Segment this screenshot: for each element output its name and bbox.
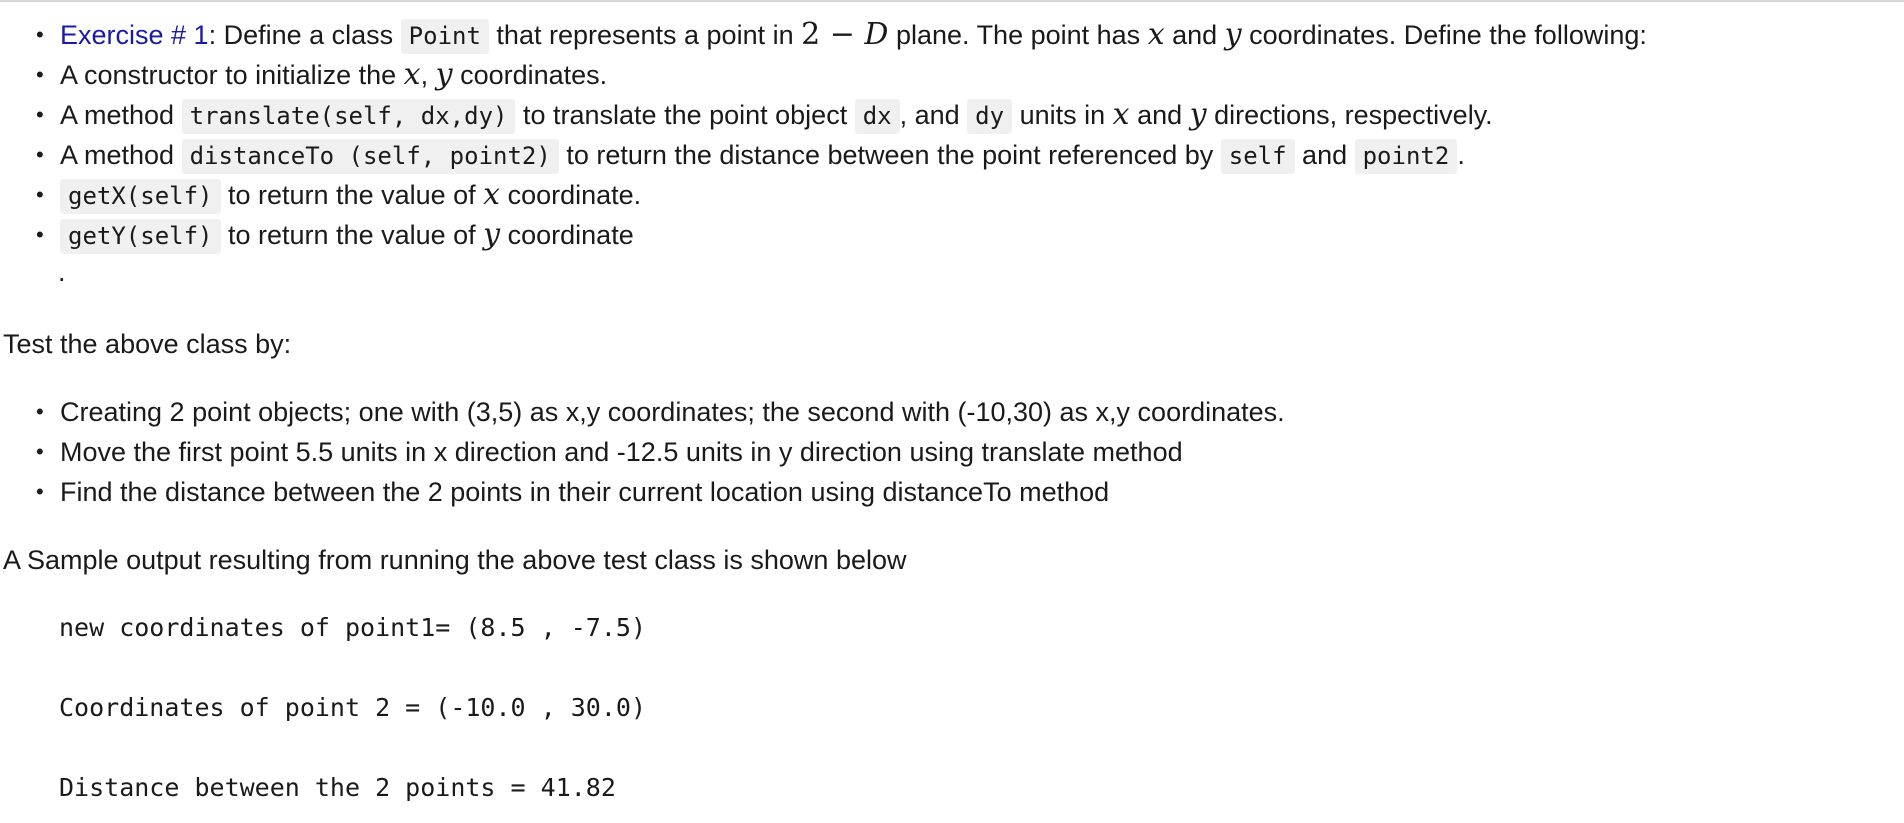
text: coordinates. Define the following: — [1241, 20, 1647, 50]
math-x: x — [403, 57, 421, 92]
list-item-gety — [36, 215, 634, 255]
math-two: 2 — [801, 17, 821, 52]
test-item-text: Find the distance between the 2 points in their current location using distanceTo method — [60, 477, 1110, 507]
list-item-distance — [36, 135, 1465, 175]
bullet-icon: • — [36, 142, 44, 167]
list-item-exercise — [36, 15, 1647, 55]
text: and — [1294, 140, 1355, 170]
bullet-icon: • — [36, 439, 44, 464]
text: A method — [60, 140, 182, 170]
text: that represents a point in — [488, 20, 802, 50]
text: and — [1129, 100, 1190, 130]
code-dx: dx — [855, 99, 900, 134]
sample-output-line: Coordinates of point 2 = (-10.0 , 30.0) — [59, 693, 646, 722]
text: coordinate. — [500, 180, 642, 210]
test-item — [36, 472, 1110, 512]
code-getx: getX(self) — [60, 179, 221, 214]
bullet-icon: • — [36, 182, 44, 207]
text: directions, respectively. — [1206, 100, 1493, 130]
list-item-translate — [36, 95, 1493, 135]
text: plane. The point has — [888, 20, 1148, 50]
bullet-icon: • — [36, 62, 44, 87]
code-point2: point2 — [1355, 139, 1458, 174]
text: to return the value of — [220, 180, 484, 210]
text: , — [420, 60, 436, 90]
exercise-link[interactable]: Exercise # 1 — [60, 20, 209, 50]
text: A method — [60, 100, 182, 130]
code-dy: dy — [967, 99, 1012, 134]
text: , and — [899, 100, 968, 130]
math-y: y — [1189, 97, 1207, 132]
text: to return the distance between the point referenced by — [558, 140, 1221, 170]
text: and — [1164, 20, 1225, 50]
bullet-icon: • — [36, 479, 44, 504]
math-x: x — [483, 177, 501, 212]
code-point: Point — [401, 19, 489, 54]
math-x: x — [1112, 97, 1130, 132]
text: to translate the point object — [515, 100, 855, 130]
sample-output-line: new coordinates of point1= (8.5 , -7.5) — [59, 613, 646, 642]
code-self: self — [1221, 139, 1295, 174]
list-item-getx — [36, 175, 642, 215]
bullet-icon: • — [36, 102, 44, 127]
list-item-constructor — [36, 55, 608, 95]
text: to return the value of — [220, 220, 484, 250]
math-minus: − — [820, 17, 865, 52]
sample-output-line: Distance between the 2 points = 41.82 — [59, 773, 616, 802]
sample-heading: A Sample output resulting from running the above test class is shown below — [3, 545, 907, 575]
text: : Define a class — [208, 20, 401, 50]
trailing-dot: . — [58, 257, 66, 287]
text: . — [1457, 140, 1465, 170]
math-x: x — [1147, 17, 1165, 52]
math-y: y — [1224, 17, 1242, 52]
bullet-icon: • — [36, 22, 44, 47]
code-distanceto: distanceTo (self, point2) — [182, 139, 559, 174]
text: A constructor to initialize the — [60, 60, 404, 90]
test-heading: Test the above class by: — [3, 329, 292, 359]
test-item — [36, 432, 1183, 472]
code-gety: getY(self) — [60, 219, 221, 254]
math-y: y — [435, 57, 453, 92]
text: coordinates. — [452, 60, 608, 90]
top-divider — [0, 0, 1904, 2]
bullet-icon: • — [36, 399, 44, 424]
math-y: y — [483, 217, 501, 252]
bullet-icon: • — [36, 222, 44, 247]
test-item — [36, 392, 1285, 432]
code-translate: translate(self, dx,dy) — [182, 99, 516, 134]
text: units in — [1012, 100, 1113, 130]
test-item-text: Creating 2 point objects; one with (3,5) as x,y coordinates; the second with (-10,30) as x,y coordinates. — [60, 397, 1285, 427]
text: coordinate — [500, 220, 634, 250]
test-item-text: Move the first point 5.5 units in x direction and -12.5 units in y direction using translate method — [60, 437, 1183, 467]
math-d: D — [864, 17, 889, 52]
